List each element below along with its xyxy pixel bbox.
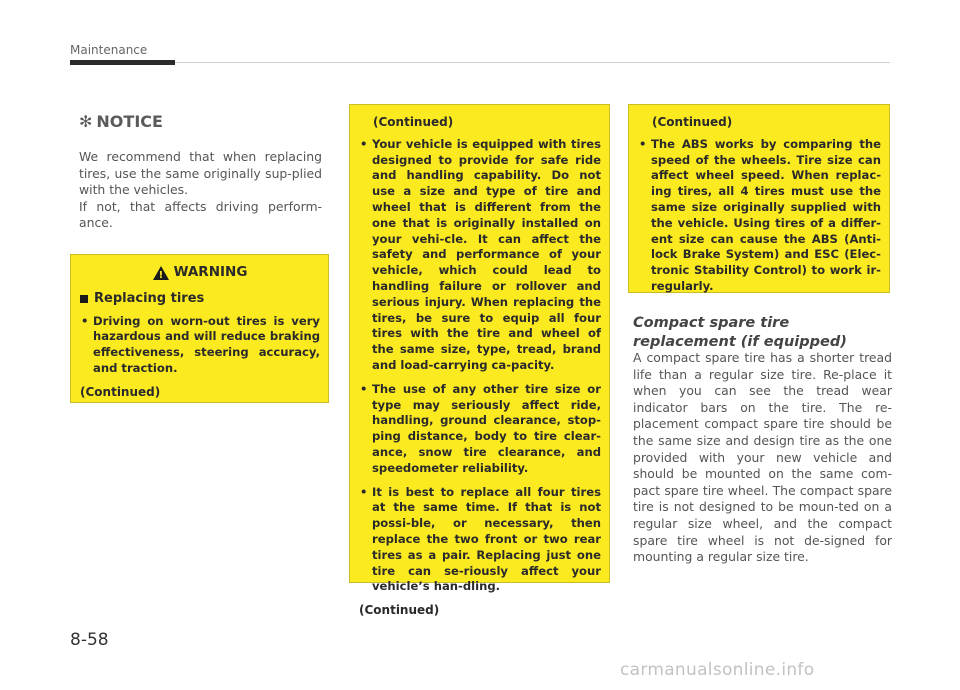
header-label: Maintenance <box>70 43 148 57</box>
list-item: • Driving on worn-out tires is very hazardous and will reduce braking effectiveness, steering accuracy, and traction. <box>80 314 320 377</box>
square-bullet-icon <box>80 295 88 303</box>
continued-label: (Continued) <box>373 115 454 129</box>
subheading-text: Replacing tires <box>94 290 205 306</box>
warning-title: WARNING <box>173 264 248 280</box>
warning-bullets <box>80 314 320 377</box>
notice-body <box>79 149 322 232</box>
notice-icon: ✻ <box>79 112 93 131</box>
header-divider <box>175 62 890 63</box>
list-item: • Your vehicle is equipped with tires designed to provide for safe ride and handling capability. Do not use a size and type of tire and wheel that is different from the one that is originally installed on your vehi-cle. It can affect the safety and performance of your vehicle, which could lead to handling failure or rollover and serious injury. When replacing the tires, be sure to equip all four tires with the tire and wheel of the same size, type, tread, brand and load-carrying ca-pacity. <box>359 137 601 374</box>
list-item: • It is best to replace all four tires at the same time. If that is not possi-ble, or necessary, then replace the two front or two rear tires as a pair. Replacing just one tire can se-riously affect your vehicle’s han-dling. <box>359 485 601 596</box>
section-body: A compact spare tire has a shorter tread life than a regular size tire. Re-place it when you can see the tread wear indicator bars on the tire. The re-placement compact spare tire should be the same size and design tire as the one provided with your new vehicle and should be mounted on the same com-pact spare tire wheel. The compact spare tire is not designed to be moun-ted on a regular size wheel, and the compact spare tire wheel is not de-signed for mounting a regular size tire. <box>633 350 892 565</box>
watermark: carmanualsonline.info <box>620 660 815 680</box>
warning-box-continued <box>349 104 610 618</box>
warning-bullets <box>359 137 601 595</box>
page-number: 8-58 <box>70 630 109 650</box>
warning-bullets <box>638 137 881 295</box>
warning-box-continued-2 <box>628 104 890 293</box>
notice-paragraph: If not, that affects driving perform-ance. <box>79 198 322 231</box>
notice-paragraph: We recommend that when replacing tires, use the same originally sup-plied with the vehicles. <box>79 149 322 198</box>
notice-title: NOTICE <box>96 112 163 131</box>
continued-label: (Continued) <box>80 384 161 399</box>
list-item: • The ABS works by comparing the speed of the wheels. Tire size can affect wheel speed. When replac-ing tires, all 4 tires must use the same size originally supplied with the vehicle. Using tires of a differ-ent size can cause the ABS (Anti-lock Brake System) and ESC (Elec-tronic Stability Control) to work ir-regularly. <box>638 137 881 295</box>
warning-box <box>70 254 329 403</box>
list-item: • The use of any other tire size or type may seriously affect ride, handling, ground clearance, stop-ping distance, body to tire clear-ance, snow tire clearance, and speedometer reliability. <box>359 382 601 477</box>
warning-heading <box>80 265 320 281</box>
continued-label: (Continued) <box>359 603 440 618</box>
header-bar <box>70 60 175 65</box>
warning-triangle-icon <box>153 266 169 280</box>
notice-heading <box>79 112 163 131</box>
continued-label: (Continued) <box>652 115 733 129</box>
warning-subheading <box>80 291 320 307</box>
section-title: Compact spare tire replacement (if equipped) <box>633 315 847 350</box>
